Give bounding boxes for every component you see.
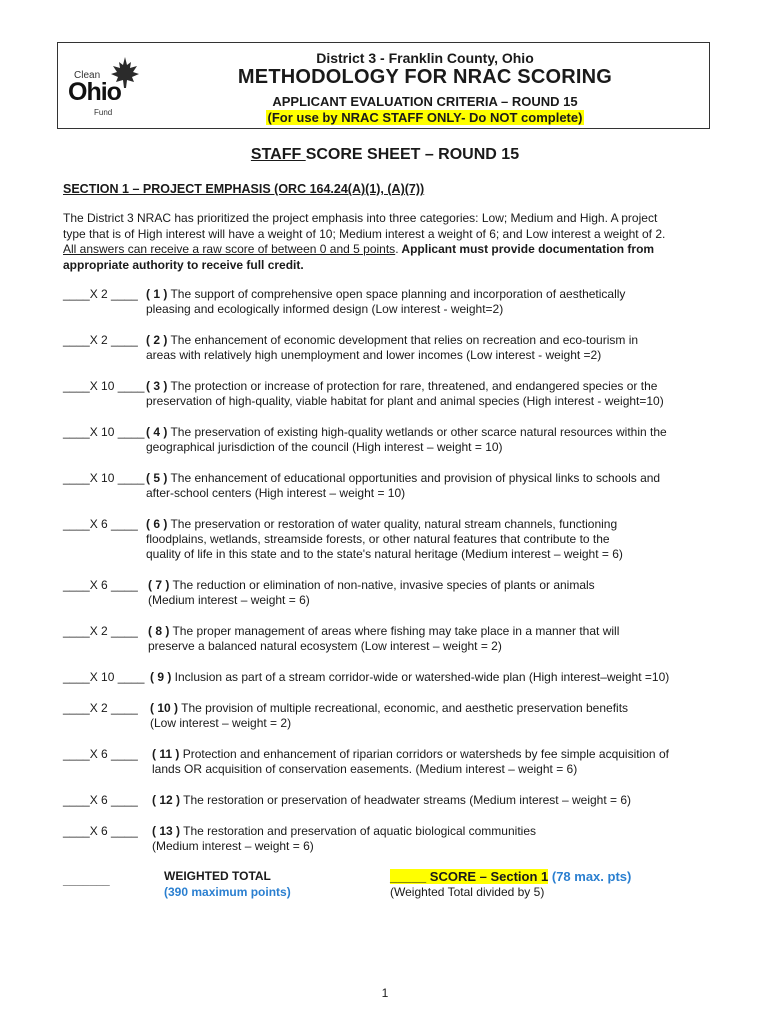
weighted-total-label: WEIGHTED TOTAL [164, 869, 271, 883]
logo-clean-text: Clean [74, 70, 101, 81]
criterion-number: ( 4 ) [146, 425, 168, 439]
criterion-multiplier-blank[interactable]: ____X 6 ____ [63, 517, 138, 531]
criterion-line1: The provision of multiple recreational, economic, and aesthetic preservation benefits [178, 701, 629, 715]
criterion-line3: quality of life in this state and to the state's natural heritage (Medium interest – weight = 6) [146, 547, 623, 561]
page-number: 1 [381, 986, 389, 1000]
logo-ohio-text: Ohio [68, 78, 121, 106]
criterion-line1: The preservation of existing high-quality wetlands or other scarce natural resources within the [167, 425, 667, 439]
criterion-number: ( 8 ) [148, 624, 170, 638]
criterion-number: ( 7 ) [148, 578, 170, 592]
criterion-line2: after-school centers (High interest – weight = 10) [146, 486, 406, 500]
criterion-line1: The restoration or preservation of headwater streams (Medium interest – weight = 6) [180, 793, 632, 807]
criterion-number: ( 11 ) [152, 747, 180, 761]
criterion-multiplier-blank[interactable]: ____X 2 ____ [63, 333, 138, 347]
criterion-multiplier-blank[interactable]: ____X 2 ____ [63, 624, 138, 638]
criterion-multiplier-blank[interactable]: ____X 6 ____ [63, 578, 138, 592]
intro-line3: All answers can receive a raw score of between 0 and 5 points. Applicant must provide documentation from [63, 242, 655, 256]
criterion-number: ( 12 ) [152, 793, 181, 807]
staff-only-note [140, 110, 710, 125]
criterion-line1: The enhancement of educational opportunities and provision of physical links to schools and [167, 471, 661, 485]
logo-fund-text: Fund [94, 108, 113, 117]
criterion-line2: geographical jurisdiction of the council (High interest – weight = 10) [146, 440, 503, 454]
criterion-multiplier-blank[interactable]: ____X 10 ____ [63, 670, 145, 684]
criterion-line1: Inclusion as part of a stream corridor-wide or watershed-wide plan (High interest–weight =10) [171, 670, 670, 684]
criterion-text [146, 517, 623, 562]
criterion-text [152, 793, 631, 808]
sheet-title-rest: SCORE SHEET – ROUND 15 [305, 146, 520, 163]
criterion-number: ( 3 ) [146, 379, 168, 393]
criterion-line1: The reduction or elimination of non-native, invasive species of plants or animals [169, 578, 595, 592]
criterion-multiplier-blank[interactable]: ____X 10 ____ [63, 425, 145, 439]
section1-intro [63, 211, 713, 273]
criterion-line2: (Low interest – weight = 2) [150, 716, 292, 730]
district-heading: District 3 - Franklin County, Ohio [316, 50, 534, 66]
criterion-text [150, 701, 628, 731]
sheet-title-underlined: STAFF [250, 146, 306, 163]
criterion-number: ( 10 ) [150, 701, 179, 715]
intro-bold: Applicant must provide documentation from [398, 242, 655, 256]
criterion-line1: Protection and enhancement of riparian corridors or watersheds by fee simple acquisition of [179, 747, 669, 761]
section1-score [390, 869, 631, 884]
criterion-text [146, 287, 625, 317]
intro-underlined: All answers can receive a raw score of between 0 and 5 points [63, 242, 396, 256]
criterion-line1: The enhancement of economic development that relies on recreation and eco-tourism in [167, 333, 639, 347]
staff-only-note-text: (For use by NRAC STAFF ONLY- Do NOT complete) [267, 110, 583, 125]
criterion-line2: (Medium interest – weight = 6) [152, 839, 314, 853]
criterion-multiplier-blank[interactable]: ____X 10 ____ [63, 471, 145, 485]
criterion-text [152, 824, 536, 854]
criterion-multiplier-blank[interactable]: ____X 2 ____ [63, 701, 138, 715]
page-subtitle: APPLICANT EVALUATION CRITERIA – ROUND 15 [272, 94, 578, 109]
criterion-number: ( 13 ) [152, 824, 181, 838]
criterion-text [148, 624, 619, 654]
score-max: (78 max. pts) [548, 869, 632, 884]
criterion-line2: areas with relatively high unemployment and lower incomes (Low interest - weight =2) [146, 348, 602, 362]
clean-ohio-fund-logo [64, 56, 144, 122]
weighted-total-blank[interactable]: _______ [63, 873, 110, 887]
criterion-line2: preservation of high-quality, viable habitat for plant and animal species (High interest - weight=10) [146, 394, 664, 408]
criterion-line2: lands OR acquisition of conservation easements. (Medium interest – weight = 6) [152, 762, 578, 776]
intro-line1: The District 3 NRAC has prioritized the project emphasis into three categories: Low; Medium and High. A project [63, 211, 658, 225]
criterion-multiplier-blank[interactable]: ____X 10 ____ [63, 379, 145, 393]
criterion-text [146, 425, 667, 455]
criterion-text [146, 471, 660, 501]
criterion-line2: pleasing and ecologically informed design (Low interest - weight=2) [146, 302, 504, 316]
criterion-multiplier-blank[interactable]: ____X 2 ____ [63, 287, 138, 301]
criterion-text [146, 379, 664, 409]
criterion-text [148, 578, 595, 608]
intro-bold2: appropriate authority to receive full credit. [63, 257, 304, 272]
page-title: METHODOLOGY FOR NRAC SCORING [237, 66, 613, 88]
criterion-number: ( 1 ) [146, 287, 168, 301]
criterion-number: ( 2 ) [146, 333, 168, 347]
criterion-line2: preserve a balanced natural ecosystem (Low interest – weight = 2) [148, 639, 502, 653]
score-blank[interactable]: _____ SCORE – Section 1 [390, 869, 549, 884]
criterion-number: ( 9 ) [150, 670, 172, 684]
weighted-total-max: (390 maximum points) [164, 885, 291, 899]
score-label: SCORE – Section 1 [426, 869, 549, 884]
criterion-multiplier-blank[interactable]: ____X 6 ____ [63, 824, 138, 838]
criterion-line2: (Medium interest – weight = 6) [148, 593, 310, 607]
sheet-title [0, 146, 770, 164]
criterion-multiplier-blank[interactable]: ____X 6 ____ [63, 793, 138, 807]
score-note: (Weighted Total divided by 5) [390, 885, 545, 899]
intro-line4 [63, 258, 713, 274]
criterion-text [150, 670, 669, 685]
criterion-number: ( 6 ) [146, 517, 168, 531]
criterion-text [146, 333, 638, 363]
section1-heading: SECTION 1 – PROJECT EMPHASIS (ORC 164.24(A)(1), (A)(7)) [63, 182, 425, 196]
criterion-text [152, 747, 669, 777]
criterion-line2: floodplains, wetlands, streamside forests, or other natural features that contribute to the [146, 532, 610, 546]
criterion-line1: The restoration and preservation of aquatic biological communities [180, 824, 536, 838]
intro-line2: type that is of High interest will have a weight of 10; Medium interest a weight of 6; and Low interest a weight of 2. [63, 226, 666, 241]
criterion-number: ( 5 ) [146, 471, 168, 485]
criterion-line1: The preservation or restoration of water quality, natural stream channels, functioning [167, 517, 618, 531]
criterion-line1: The support of comprehensive open space planning and incorporation of aesthetically [167, 287, 626, 301]
criterion-line1: The proper management of areas where fishing may take place in a manner that will [169, 624, 620, 638]
criterion-multiplier-blank[interactable]: ____X 6 ____ [63, 747, 138, 761]
criterion-line1: The protection or increase of protection for rare, threatened, and endangered species or the [167, 379, 658, 393]
